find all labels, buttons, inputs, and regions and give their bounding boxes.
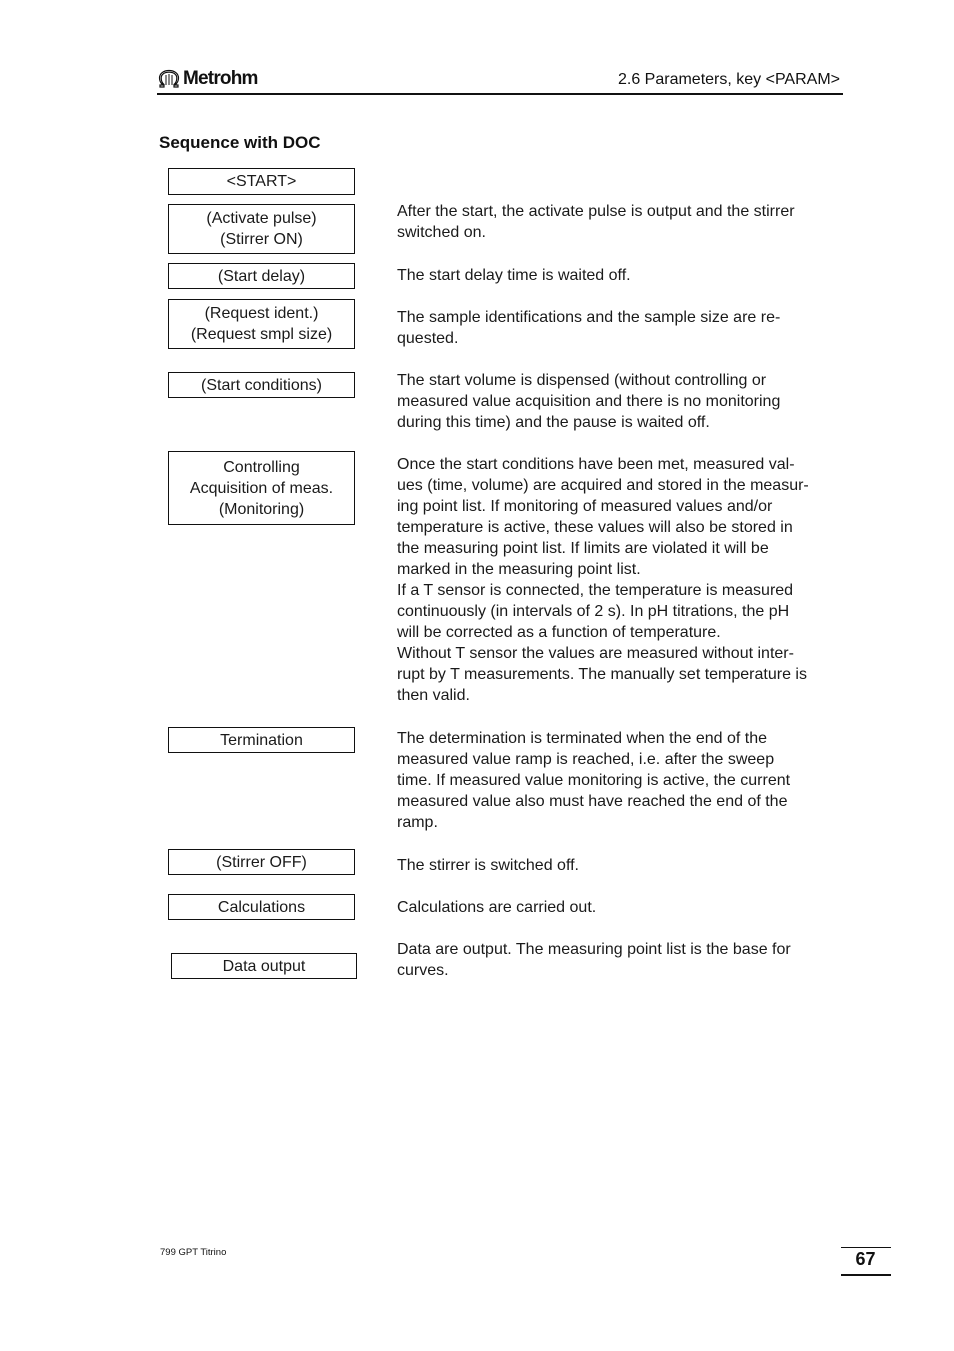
description-line: the measuring point list. If limits are violated it will be [397, 540, 769, 557]
step-box-line: (Stirrer ON) [220, 231, 303, 248]
step-box-start [168, 168, 355, 195]
description-line: The stirrer is switched off. [397, 857, 579, 874]
step-box-line: (Stirrer OFF) [216, 853, 307, 871]
description-line: If a T sensor is connected, the temperature is measured [397, 582, 794, 599]
description-line: The start delay time is waited off. [397, 267, 631, 284]
description-line: will be corrected as a function of temperature. [397, 624, 721, 641]
page-number-rule-top [841, 1247, 891, 1248]
step-description-data-output [397, 939, 845, 981]
metrohm-logo [158, 68, 258, 90]
section-reference: 2.6 Parameters, key <PARAM> [617, 71, 840, 88]
description-line: quested. [397, 330, 459, 347]
description-line: ing point list. If monitoring of measured values and/or [397, 498, 773, 515]
description-line: switched on. [397, 224, 486, 241]
description-line: Data are output. The measuring point list is the base for [397, 941, 791, 958]
step-box-line: (Request ident.) [204, 305, 319, 322]
description-line: during this time) and the pause is waited off. [397, 414, 710, 431]
step-description-stirrer-off [397, 855, 845, 876]
header-divider [157, 93, 843, 95]
description-line: The determination is terminated when the end of the [397, 730, 767, 747]
description-line: The start volume is dispensed (without controlling or [397, 372, 767, 389]
section-title: Sequence with DOC [159, 133, 321, 152]
step-box-line: (Request smpl size) [190, 326, 333, 343]
step-box-line: (Activate pulse) [206, 210, 317, 227]
step-box-line: Data output [222, 957, 306, 975]
description-line: rupt by T measurements. The manually set temperature is [397, 666, 807, 683]
step-description-start-conditions [397, 370, 845, 433]
step-description-request-ident [397, 307, 845, 349]
description-line: Without T sensor the values are measured without inter- [397, 645, 794, 662]
step-box-termination [168, 727, 355, 753]
step-box-activate-pulse [168, 204, 355, 254]
step-box-line: (Start delay) [217, 267, 306, 285]
step-box-line: (Start conditions) [201, 376, 322, 394]
description-line: Calculations are carried out. [397, 899, 597, 916]
step-box-start-delay [168, 263, 355, 289]
step-description-activate-pulse [397, 201, 845, 243]
description-line: measured value also must have reached the end of the [397, 793, 788, 810]
step-box-controlling [168, 451, 355, 525]
description-line: temperature is active, these values will also be stored in [397, 519, 793, 536]
description-line: After the start, the activate pulse is output and the stirrer [397, 203, 795, 220]
step-box-start-conditions [168, 372, 355, 398]
step-box-line: (Monitoring) [218, 500, 305, 518]
footer-product-name: 799 GPT Titrino [160, 1247, 227, 1258]
step-box-line: Controlling [223, 458, 300, 476]
step-box-calculations [168, 894, 355, 920]
description-line: The sample identifications and the sample size are re- [397, 309, 781, 326]
description-line: measured value acquisition and there is no monitoring [397, 393, 781, 410]
description-line: curves. [397, 962, 449, 979]
step-box-request-ident [168, 299, 355, 349]
step-description-controlling [397, 454, 845, 706]
logo-text: Metrohm [183, 68, 258, 89]
page-number-rule-bottom [841, 1274, 891, 1276]
step-box-line: Calculations [217, 898, 306, 916]
step-description-calculations [397, 897, 845, 918]
description-line: measured value ramp is reached, i.e. after the sweep [397, 751, 775, 768]
step-box-data-output [171, 953, 357, 979]
description-line: ramp. [397, 814, 438, 831]
omega-logo-icon [158, 69, 180, 89]
description-line: time. If measured value monitoring is active, the current [397, 772, 791, 789]
step-box-line: Acquisition of meas. [189, 479, 334, 497]
description-line: continuously (in intervals of 2 s). In pH titrations, the pH [397, 603, 790, 620]
description-line: Once the start conditions have been met, measured val- [397, 456, 795, 473]
step-box-stirrer-off [168, 849, 355, 875]
step-box-line: <START> [226, 173, 297, 190]
step-description-termination [397, 728, 845, 833]
step-box-line: Termination [220, 731, 303, 749]
page-number: 67 [855, 1249, 876, 1269]
description-line: then valid. [397, 687, 470, 704]
description-line: ues (time, volume) are acquired and stored in the measur- [397, 477, 809, 494]
description-line: marked in the measuring point list. [397, 561, 641, 578]
step-description-start-delay [397, 265, 845, 286]
